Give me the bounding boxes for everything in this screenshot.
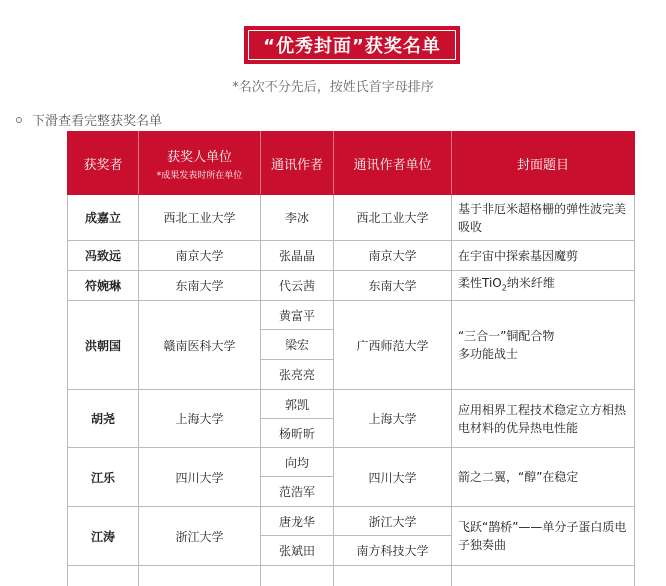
empty-cell	[452, 566, 635, 586]
corresponding-unit: 南方科技大学	[334, 536, 452, 566]
winner-name: 成嘉立	[68, 195, 139, 241]
table-row-cutoff	[68, 566, 635, 586]
table-header-row	[68, 132, 635, 195]
corresponding-author: 唐龙华	[261, 507, 334, 536]
sort-note: *名次不分先后，按姓氏首字母排序	[232, 80, 434, 95]
table-row	[68, 195, 635, 241]
table-row	[68, 448, 635, 477]
header-winner: 获奖者	[68, 132, 139, 195]
winner-name: 符婉琳	[68, 271, 139, 301]
corresponding-unit: 浙江大学	[334, 507, 452, 536]
table-row	[68, 301, 635, 330]
cover-title: 基于非厄米超格栅的弹性波完美吸收	[452, 195, 635, 241]
corresponding-unit: 西北工业大学	[334, 195, 452, 241]
corresponding-unit: 四川大学	[334, 448, 452, 507]
header-corresponding-author: 通讯作者	[261, 132, 334, 195]
winner-unit: 东南大学	[139, 271, 261, 301]
header-winner-unit	[139, 132, 261, 195]
winner-unit: 浙江大学	[139, 507, 261, 566]
bullet-circle-icon	[16, 117, 22, 123]
corresponding-author: 李冰	[261, 195, 334, 241]
table-row	[68, 241, 635, 271]
corresponding-unit: 广西师范大学	[334, 301, 452, 390]
cover-title-line1: “三合一”铜配合物	[458, 329, 555, 343]
corresponding-author: 向均	[261, 448, 334, 477]
corresponding-author: 张亮亮	[261, 360, 334, 390]
header-corresponding-unit: 通讯作者单位	[334, 132, 452, 195]
winner-name: 冯致远	[68, 241, 139, 271]
winner-name: 江涛	[68, 507, 139, 566]
winner-unit: 上海大学	[139, 390, 261, 448]
cover-title: 箭之二翼，“醇”在稳定	[452, 448, 635, 507]
cover-title	[452, 271, 635, 301]
cover-title-pre: 柔性TiO	[458, 275, 502, 290]
empty-cell	[68, 566, 139, 586]
corresponding-author: 黄富平	[261, 301, 334, 330]
empty-cell	[139, 566, 261, 586]
winner-unit: 西北工业大学	[139, 195, 261, 241]
corresponding-author: 范浩军	[261, 477, 334, 507]
cover-title: 飞跃“鹊桥”——单分子蛋白质电子独奏曲	[452, 507, 635, 566]
cover-title-post: 纳米纤维	[506, 275, 555, 290]
corresponding-author: 郭凯	[261, 390, 334, 419]
header-cover-title: 封面题目	[452, 132, 635, 195]
corresponding-author: 张斌田	[261, 536, 334, 566]
corresponding-unit: 南京大学	[334, 241, 452, 271]
corresponding-author: 梁宏	[261, 330, 334, 360]
corresponding-unit: 东南大学	[334, 271, 452, 301]
table-row	[68, 507, 635, 536]
cover-title	[452, 301, 635, 390]
winner-name: 江乐	[68, 448, 139, 507]
winner-unit: 南京大学	[139, 241, 261, 271]
winner-unit: 赣南医科大学	[139, 301, 261, 390]
winner-name: 洪朝国	[68, 301, 139, 390]
corresponding-author: 张晶晶	[261, 241, 334, 271]
header-winner-unit-note: *成果发表时所在单位	[156, 170, 243, 181]
corresponding-author: 代云茜	[261, 271, 334, 301]
cover-title-line2: 多功能战士	[458, 347, 519, 361]
table-row	[68, 271, 635, 301]
cover-title: 在宇宙中探索基因魔剪	[452, 241, 635, 271]
scroll-hint-text: 下滑查看完整获奖名单	[32, 114, 163, 129]
header-winner-unit-label: 获奖人单位	[166, 149, 232, 165]
cover-title-subscript: 2	[501, 283, 507, 293]
award-banner	[244, 26, 460, 64]
corresponding-author: 杨昕昕	[261, 419, 334, 448]
table-row	[68, 390, 635, 419]
corresponding-unit: 上海大学	[334, 390, 452, 448]
banner-title: “优秀封面”获奖名单	[248, 30, 456, 60]
cover-title: 应用相界工程技术稳定立方相热电材料的优异热电性能	[452, 390, 635, 448]
winner-name: 胡尧	[68, 390, 139, 448]
empty-cell	[261, 566, 334, 586]
award-table	[67, 131, 635, 586]
winner-unit: 四川大学	[139, 448, 261, 507]
scroll-hint	[16, 110, 162, 129]
empty-cell	[334, 566, 452, 586]
